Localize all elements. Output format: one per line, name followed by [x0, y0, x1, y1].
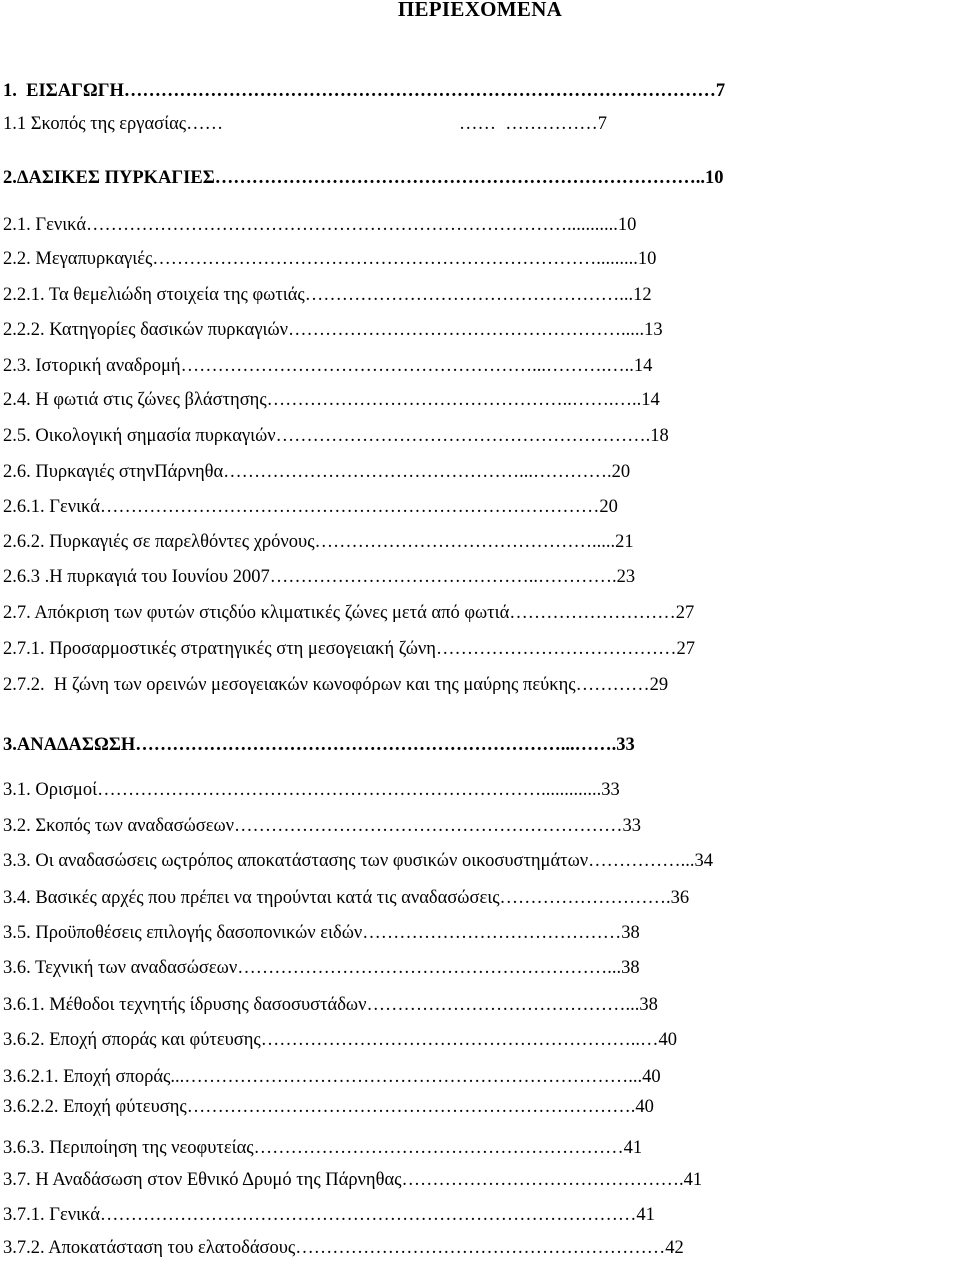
toc-entry[interactable] [3, 1136, 951, 1160]
toc-entry[interactable] [3, 424, 951, 448]
toc-entry[interactable] [3, 921, 951, 945]
toc-entry-text: 2.2. Μεγαπυρκαγιές……………………………………………………………….........10 [3, 249, 657, 269]
toc-entry-text: 3.3. Οι αναδασώσεις ωςτρόπος αποκατάστασης των φυσικών οικοσυστημάτων……………...34 [3, 851, 714, 871]
toc-entry[interactable] [3, 1028, 951, 1052]
toc-entry-text: 2.6.3 .Η πυρκαγιά του Ιουνίου 2007……………………………………..………….23 [3, 567, 636, 587]
page-title: ΠΕΡΙΕΧΟΜΕΝΑ [397, 0, 563, 21]
toc-entry-text: 3.2. Σκοπός των αναδασώσεων………………………………………………………33 [3, 816, 642, 836]
toc-entry[interactable] [3, 956, 951, 980]
toc-entry[interactable] [3, 637, 951, 661]
toc-entry-text: 3.4. Βασικές αρχές που πρέπει να τηρούνται κατά τις αναδασώσεις……………………….36 [3, 888, 690, 908]
toc-entry[interactable] [3, 530, 951, 554]
toc-entry-text: 3.6.2. Εποχή σποράς και φύτευσης……………………………………………………..…40 [3, 1030, 677, 1050]
toc-entry-text: 3.6.3. Περιποίηση της νεοφυτείας……………………………………………………41 [3, 1138, 643, 1158]
toc-entry-text: 2.ΔΑΣΙΚΕΣ ΠΥΡΚΑΓΙΕΣ……………………………………………………………………..10 [3, 168, 724, 188]
toc-entry[interactable] [3, 388, 951, 412]
toc-entry-text: 2.7.2. Η ζώνη των ορεινών μεσογειακών κωνοφόρων και της μαύρης πεύκης…………29 [3, 675, 669, 695]
toc-entry-text: 3.6.2.1. Εποχή σποράς...………………………………………………………………...40 [3, 1067, 661, 1087]
toc-entry-text: 2.4. Η φωτιά στις ζώνες βλάστησης…………………………………………..…….…..14 [3, 390, 660, 410]
toc-entry-text: 3.7.2. Αποκατάσταση του ελατοδάσους……………………………………………………42 [3, 1238, 684, 1258]
toc-entry[interactable] [3, 565, 951, 589]
toc-entry-text: 3.5. Προϋποθέσεις επιλογής δασοπονικών ειδών……………………………………38 [3, 923, 640, 943]
toc-entry-text: 2.6.2. Πυρκαγιές σε παρελθόντες χρόνους……………………………………….....21 [3, 532, 634, 552]
toc-entry-text: 1. ΕΙΣΑΓΩΓΗ……………………………………………………………………………………7 [3, 81, 726, 101]
toc-entry[interactable] [3, 112, 951, 136]
toc-entry[interactable] [3, 1236, 951, 1260]
toc-entry-text: 2.3. Ιστορική αναδρομή…………………………………………………...……….…..14 [3, 356, 653, 376]
toc-entry-text: 2.2.1. Τα θεμελιώδη στοιχεία της φωτιάς……………………………………………...12 [3, 285, 652, 305]
toc-entry[interactable] [3, 1065, 951, 1089]
toc-entry-text: 2.6. Πυρκαγιές στηνΠάρνηθα…………………………………………...………….20 [3, 462, 631, 482]
toc-entry[interactable] [3, 1203, 951, 1227]
toc-entry[interactable] [3, 778, 951, 802]
toc-entry-text: 2.1. Γενικά……………………………………………………………………...........10 [3, 215, 637, 235]
toc-entry[interactable] [3, 601, 951, 625]
toc-entry[interactable] [3, 733, 951, 757]
toc-entry[interactable] [3, 460, 951, 484]
toc-entry[interactable] [3, 79, 951, 103]
toc-entry-text: 2.2.2. Κατηγορίες δασικών πυρκαγιών……………………………………………….....13 [3, 320, 663, 340]
toc-entry-text: 3.6.2.2. Εποχή φύτευσης……………………………………………………………….40 [3, 1097, 654, 1117]
toc-entry-text: 3.7.1. Γενικά……………………………………………………………………………41 [3, 1205, 655, 1225]
toc-entry-text: 3.1. Ορισμοί……………………………………………………………….............33 [3, 780, 620, 800]
toc-entry[interactable] [3, 166, 951, 190]
toc-entry-text: 2.5. Οικολογική σημασία πυρκαγιών…………………………………………………….18 [3, 426, 669, 446]
toc-entry-text: 3.ΑΝΑΔΑΣΩΣΗ……………………………………………………………...…….33 [3, 735, 635, 755]
toc-entry-text: 2.7. Απόκριση των φυτών στιςδύο κλιματικές ζώνες μετά από φωτιά………………………27 [3, 603, 695, 623]
toc-entry[interactable] [3, 1168, 951, 1192]
toc-entry[interactable] [3, 354, 951, 378]
toc-entry[interactable] [3, 213, 951, 237]
toc-entry[interactable] [3, 283, 951, 307]
toc-entry[interactable] [3, 1095, 951, 1119]
toc-entry-text: 2.6.1. Γενικά………………………………………………………………………20 [3, 497, 618, 517]
toc-entry-text: 3.6. Τεχνική των αναδασώσεων……………………………………………………...38 [3, 958, 640, 978]
toc-entry[interactable] [3, 247, 951, 271]
toc-entry[interactable] [3, 886, 951, 910]
toc-entry[interactable] [3, 673, 951, 697]
toc-entry[interactable] [3, 495, 951, 519]
toc-entry-text: 3.7. Η Αναδάσωση στον Εθνικό Δρυμό της Πάρνηθας……………………………………….41 [3, 1170, 703, 1190]
toc-entry[interactable] [3, 849, 951, 873]
toc-entry-text: 2.7.1. Προσαρμοστικές στρατηγικές στη μεσογειακή ζώνη…………………………………27 [3, 639, 695, 659]
toc-entry[interactable] [3, 318, 951, 342]
toc-entry-text: 1.1 Σκοπός της εργασίας…… …… ……………7 [3, 114, 607, 134]
toc-entry[interactable] [3, 814, 951, 838]
toc-entry-text: 3.6.1. Μέθοδοι τεχνητής ίδρυσης δασοσυστάδων……………………………………...38 [3, 995, 658, 1015]
toc-entry[interactable] [3, 993, 951, 1017]
